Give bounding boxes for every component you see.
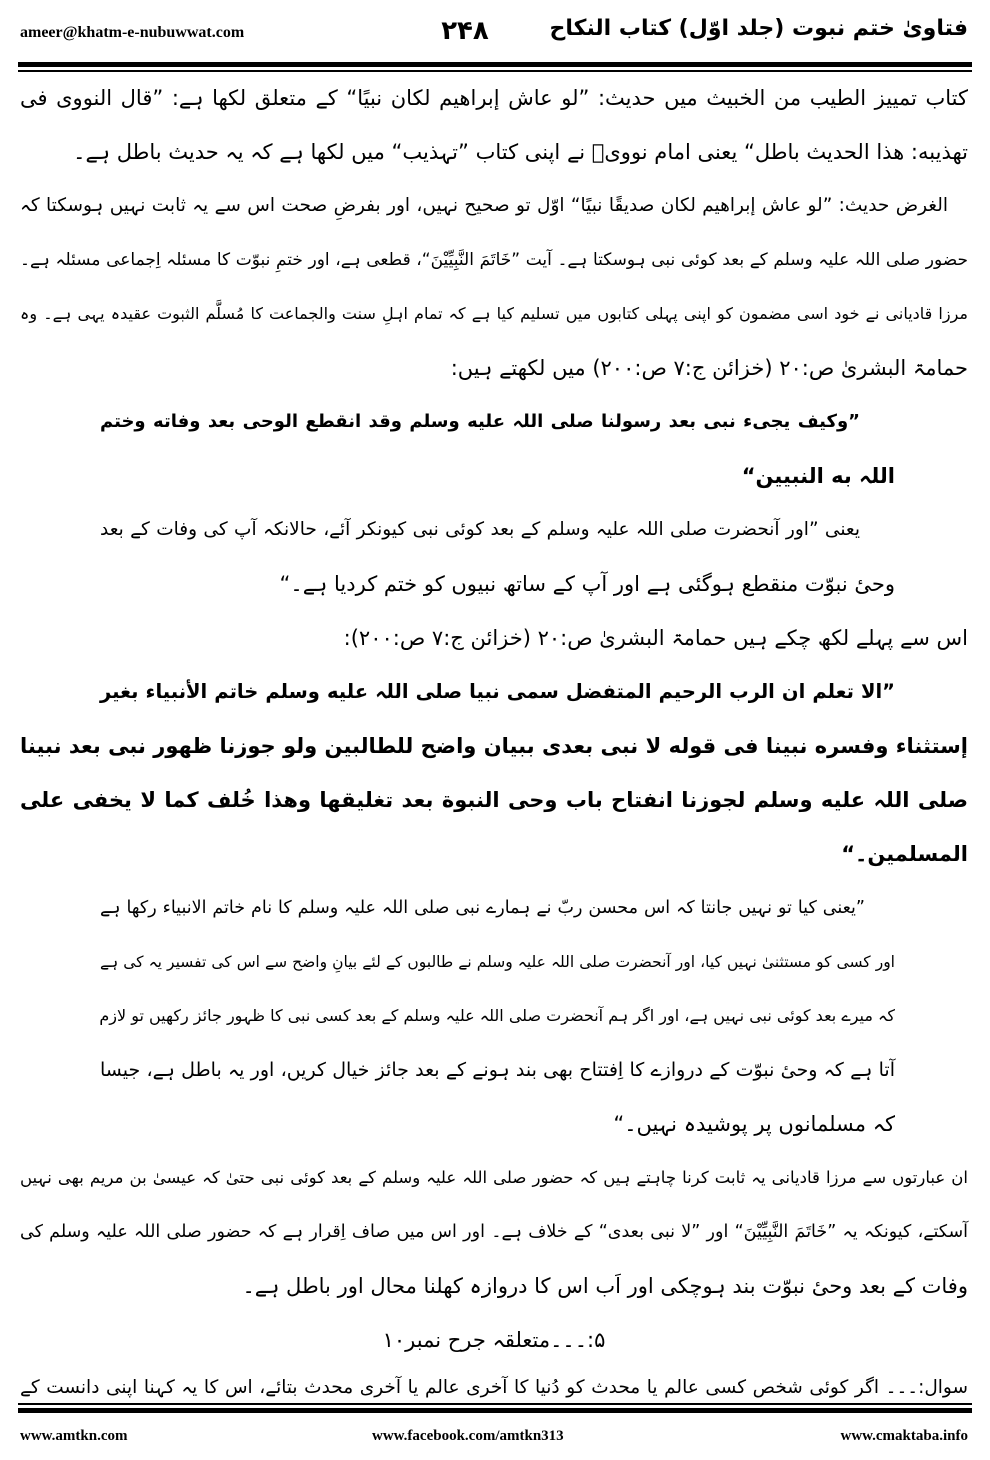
header-email: ameer@khatm-e-nubuwwat.com: [20, 24, 245, 41]
quote-line-arabic: اللہ به النبیین“: [741, 464, 895, 488]
body-line: وفات کے بعد وحیٔ نبوّت بند ہوچکی اور اَب اس کا دروازہ کھلنا محال اور باطل ہے۔: [242, 1274, 968, 1298]
header-rule-thin: [18, 70, 972, 72]
quote-translation-line: ”یعنی کیا تو نہیں جانتا کہ اس محسن ربّ نے ہمارے نبی صلی اللہ علیہ وسلم کا نام خاتم الانبیاء رکھا ہے: [100, 898, 865, 918]
body-line: ان عبارتوں سے مرزا قادیانی یہ ثابت کرنا چاہتے ہیں کہ حضور صلی اللہ علیہ وسلم کے بعد کوئی نبی حتیٰ کہ عیسیٰ بن مریم بھی نہیں: [20, 1168, 968, 1187]
quote-line-arabic: صلی اللہ علیه وسلم لجوزنا انفتاح باب وحی النبوة بعد تغلیقها وهذا خُلف کما لا یخفی علی: [20, 788, 968, 812]
body-line: حمامۃ البشریٰ ص:۲۰ (خزائن ج:۷ ص:۲۰۰) میں لکھتے ہیں:: [450, 356, 968, 380]
body-line: حضور صلی اللہ علیہ وسلم کے بعد کوئی نبی ہوسکتا ہے۔ آیت ”خَاتَمَ النَّبِیِّیْنَ“، قطعی ہے، اور ختمِ نبوّت کا مسئلہ اِجماعی مسئلہ ہے۔: [20, 250, 968, 270]
quote-line-arabic: المسلمین۔“: [841, 842, 968, 866]
quote-translation-line: اور کسی کو مستثنیٰ نہیں کیا، اور آنحضرت صلی اللہ علیہ وسلم نے طالبوں کے لئے بیانِ واضح سے اس کی تفسیر یہ کی ہے: [100, 953, 895, 971]
quote-line-arabic: إستثناء وفسره نبینا فی قوله لا نبی بعدی ببیان واضح للطالبین ولو جوزنا ظهور نبی بعد نبینا: [20, 734, 968, 758]
footer-rule-thick: [18, 1408, 972, 1413]
footer-rule-thin: [18, 1403, 972, 1405]
quote-translation-line: وحیٔ نبوّت منقطع ہوگئی ہے اور آپ کے ساتھ نبیوں کو ختم کردیا ہے۔“: [279, 572, 895, 596]
quote-translation-line: یعنی ”اور آنحضرت صلی اللہ علیہ وسلم کے بعد کوئی نبی کیونکر آئے، حالانکہ آپ کی وفات کے بعد: [100, 519, 860, 540]
body-line: آسکتے، کیونکہ یہ ”خَاتَمَ النَّبِیِّیْنَ“ اور ”لا نبی بعدی“ کے خلاف ہے۔ اور اس میں صاف اِقرار ہے کہ حضور صلی اللہ علیہ وسلم کی: [20, 1222, 968, 1242]
footer-link-amtkn[interactable]: www.amtkn.com: [20, 1428, 128, 1444]
header-rule-thick: [18, 62, 972, 67]
quote-line-arabic: ”وکیف یجیء نبی بعد رسولنا صلی اللہ علیه وسلم وقد انقطع الوحی بعد وفاته وختم: [100, 411, 860, 432]
body-line: مرزا قادیانی نے خود اسی مضمون کو اپنی پہلی کتابوں میں تسلیم کیا ہے کہ تمام اہلِ سنت والجماعت کا مُسلَّم الثبوت عقیدہ یہی ہے۔ وہ: [20, 304, 968, 323]
body-line: الغرض حدیث: ”لو عاش إبراهیم لکان صدیقًا نبیًا“ اوّل تو صحیح نہیں، اور بفرضِ صحت اس سے یہ ثابت نہیں ہوسکتا کہ: [20, 195, 948, 216]
question-line: سوال:۔۔۔ اگر کوئی شخص کسی عالم یا محدث کو دُنیا کا آخری عالم یا آخری محدث بتائے، اس کا یہ کہنا اپنی دانست کے: [20, 1377, 968, 1398]
quote-line-arabic: ”الا تعلم ان الرب الرحیم المتفضل سمی نبیا صلی اللہ علیه وسلم خاتم الأنبیاء بغیر: [100, 680, 895, 703]
header-title: فتاویٰ ختم نبوت (جلد اوّل) کتاب النکاح: [549, 16, 968, 41]
body-line: کتاب تمییز الطیب من الخبیث میں حدیث: ”لو عاش إبراهیم لکان نبیًا“ کے متعلق لکھا ہے: ”قال النووی فی: [20, 86, 968, 110]
footer-link-cmaktaba[interactable]: www.cmaktaba.info: [840, 1428, 968, 1444]
body-line: تهذیبه: هذا الحدیث باطل“ یعنی امام نوویؒ نے اپنی کتاب ”تہذیب“ میں لکھا ہے کہ یہ حدیث باطل ہے۔: [73, 140, 968, 164]
quote-translation-line: کہ میرے بعد کوئی نبی نہیں ہے، اور اگر ہم آنحضرت صلی اللہ علیہ وسلم کے بعد کسی نبی کا ظہور جائز رکھیں تو لازم: [99, 1006, 895, 1025]
page-number: ۲۴۸: [441, 16, 489, 46]
quote-translation-line: کہ مسلمانوں پر پوشیدہ نہیں۔“: [613, 1112, 895, 1136]
quote-translation-line: آتا ہے کہ وحیٔ نبوّت کے دروازے کا اِفتتاح بھی بند ہونے کے بعد جائز خیال کریں، اور یہ باطل ہے، جیسا: [100, 1059, 895, 1081]
footer-link-facebook[interactable]: www.facebook.com/amtkn313: [372, 1428, 564, 1444]
section-heading: ۵:۔۔۔متعلقہ جرح نمبر۱۰: [382, 1328, 606, 1352]
body-line: اس سے پہلے لکھ چکے ہیں حمامۃ البشریٰ ص:۲۰ (خزائن ج:۷ ص:۲۰۰):: [343, 626, 968, 650]
